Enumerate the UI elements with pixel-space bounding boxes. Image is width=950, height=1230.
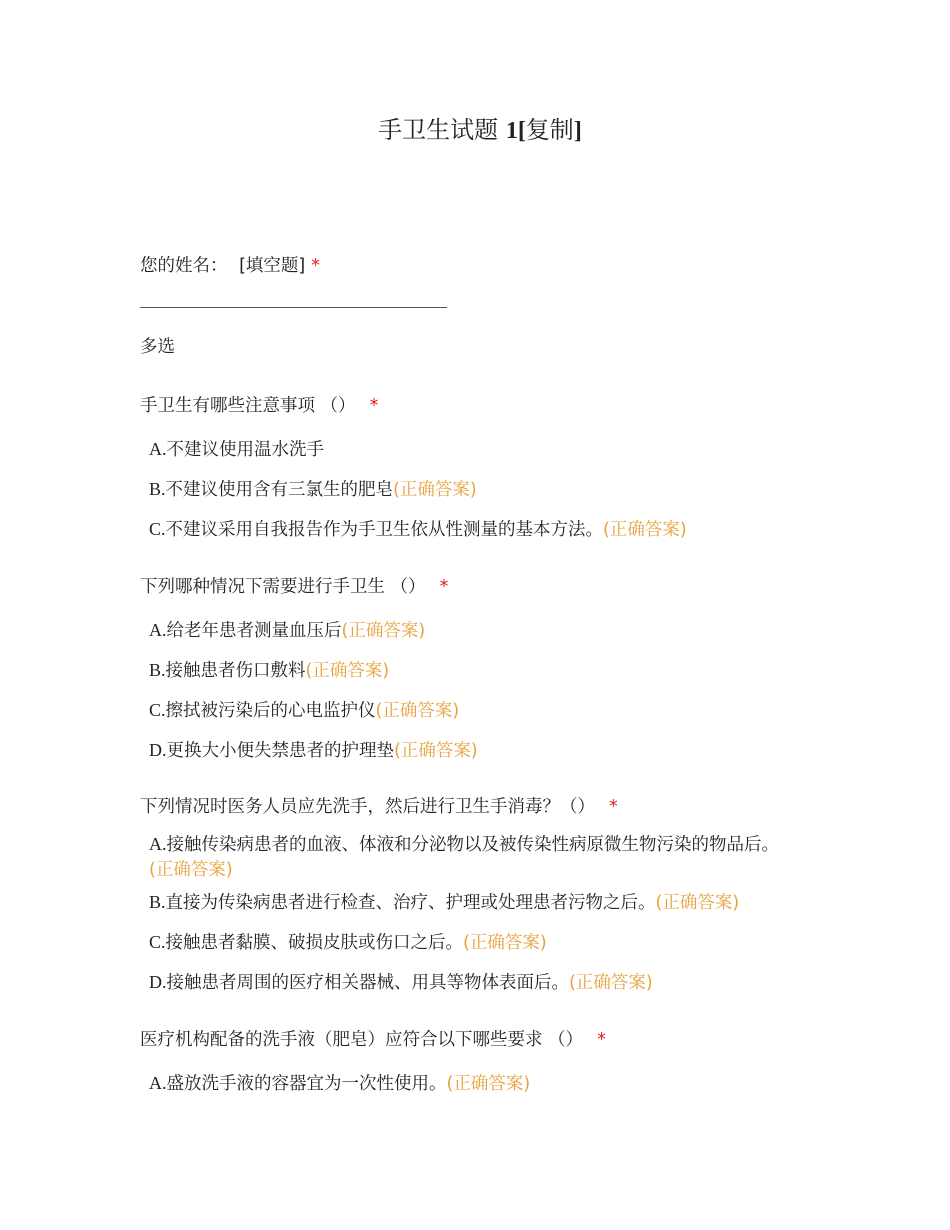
correct-answer-tag: (正确答案) <box>393 480 477 500</box>
option-letter: A. <box>149 1073 167 1093</box>
option-item[interactable] <box>149 437 324 463</box>
option-item[interactable] <box>149 698 459 724</box>
correct-answer-tag: (正确答案) <box>569 973 653 993</box>
required-asterisk: * <box>311 256 320 276</box>
required-asterisk: * <box>609 797 618 817</box>
correct-answer-tag: (正确答案) <box>305 661 390 681</box>
option-item[interactable] <box>149 658 389 684</box>
option-text: 不建议使用温水洗手 <box>166 440 324 460</box>
option-text: 接触患者周围的医疗相关器械、用具等物体表面后。 <box>166 973 569 993</box>
option-text: 给老年患者测量血压后 <box>166 621 342 641</box>
title-copy-tag: 复制 <box>525 116 574 144</box>
option-text: 不建议使用含有三氯生的肥皂 <box>165 480 394 500</box>
correct-answer-tag: (正确答案) <box>446 1074 531 1094</box>
option-item[interactable] <box>149 1071 530 1097</box>
option-item[interactable] <box>149 970 653 996</box>
correct-answer-tag: (正确答案) <box>375 701 460 721</box>
page-title <box>0 110 950 145</box>
name-question <box>140 252 320 277</box>
option-text: 接触患者黏膜、破损皮肤或伤口之后。 <box>165 933 464 953</box>
option-text: 不建议采用自我报告作为手卫生依从性测量的基本方法。 <box>165 520 604 540</box>
question-text: 手卫生有哪些注意事项 （） <box>140 396 356 416</box>
option-letter: D. <box>149 972 167 992</box>
option-letter: D. <box>149 740 167 760</box>
option-letter: B. <box>149 479 166 499</box>
question-2 <box>140 573 448 598</box>
name-label: 您的姓名： <box>140 256 228 276</box>
question-text: 医疗机构配备的洗手液（肥皂）应符合以下哪些要求 （） <box>140 1030 584 1050</box>
option-item[interactable] <box>149 517 687 543</box>
required-asterisk: * <box>369 396 379 416</box>
question-1 <box>140 392 378 417</box>
option-letter: A. <box>149 439 167 459</box>
correct-answer-tag: (正确答案) <box>655 893 740 913</box>
option-text: 盛放洗手液的容器宜为一次性使用。 <box>166 1074 447 1094</box>
title-number: 1[ <box>505 118 526 144</box>
correct-answer-tag: (正确答案) <box>603 520 687 540</box>
option-item[interactable] <box>149 618 425 644</box>
option-text: 接触患者伤口敷料 <box>165 661 306 681</box>
option-item[interactable] <box>149 890 739 916</box>
correct-answer-tag: (正确答案) <box>394 741 478 761</box>
option-letter: A. <box>149 834 167 854</box>
question-3 <box>140 793 618 818</box>
option-item[interactable] <box>149 738 478 764</box>
option-letter: C. <box>149 932 166 952</box>
question-type-tag: [填空题] <box>239 256 306 276</box>
correct-answer-tag: (正确答案) <box>149 860 233 880</box>
required-asterisk: * <box>597 1030 606 1050</box>
name-fill-blank[interactable] <box>140 307 447 308</box>
question-4 <box>140 1026 606 1051</box>
option-text: 擦拭被污染后的心电监护仪 <box>165 701 376 721</box>
option-letter: C. <box>149 700 166 720</box>
question-text: 下列哪种情况下需要进行手卫生 （） <box>140 577 426 597</box>
option-letter: C. <box>149 519 166 539</box>
option-text: 更换大小便失禁患者的护理垫 <box>166 741 394 761</box>
title-text: 手卫生试题 <box>378 116 506 144</box>
option-text: 接触传染病患者的血液、体液和分泌物以及被传染性病原微生物污染的物品后。 <box>166 835 779 855</box>
option-letter: A. <box>149 620 167 640</box>
correct-answer-tag: (正确答案) <box>463 933 547 953</box>
option-letter: B. <box>149 660 166 680</box>
option-letter: B. <box>149 892 166 912</box>
option-item[interactable] <box>149 477 477 503</box>
option-item[interactable] <box>149 832 789 883</box>
option-item[interactable] <box>149 930 547 956</box>
section-heading-multiselect: 多选 <box>140 337 175 357</box>
correct-answer-tag: (正确答案) <box>341 621 426 641</box>
option-text: 直接为传染病患者进行检查、治疗、护理或处理患者污物之后。 <box>165 893 656 913</box>
required-asterisk: * <box>439 577 449 597</box>
title-bracket: ] <box>573 118 582 144</box>
question-text: 下列情况时医务人员应先洗手，然后进行卫生手消毒？（） <box>140 797 595 817</box>
